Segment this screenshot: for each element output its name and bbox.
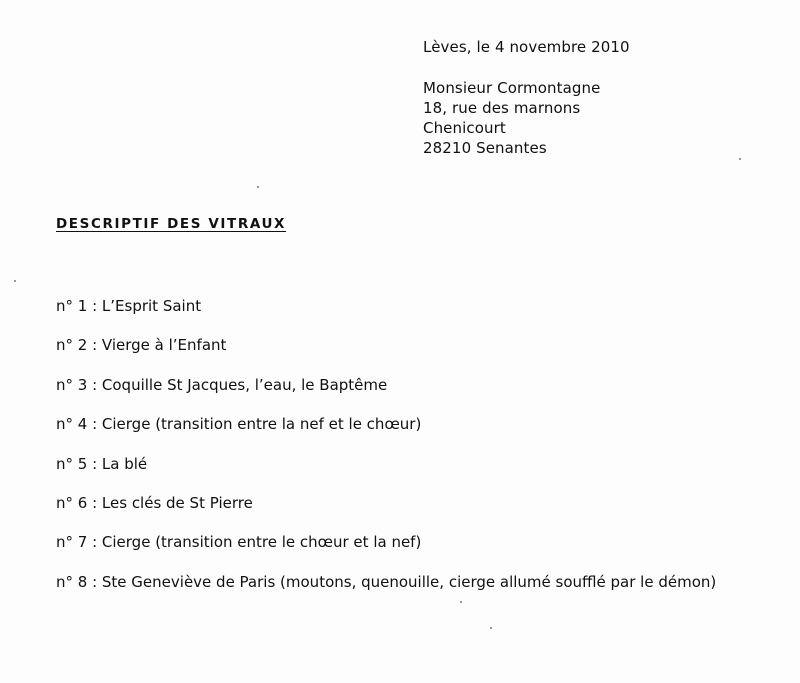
scan-speck bbox=[14, 280, 16, 282]
date-line: Lèves, le 4 novembre 2010 bbox=[423, 38, 630, 56]
list-item: n° 1 : L’Esprit Saint bbox=[56, 297, 202, 315]
list-item: n° 6 : Les clés de St Pierre bbox=[56, 493, 253, 512]
recipient-postal-city: 28210 Senantes bbox=[423, 139, 547, 157]
window-list bbox=[56, 296, 796, 611]
scan-speck bbox=[257, 186, 259, 188]
list-item: n° 2 : Vierge à l’Enfant bbox=[56, 336, 227, 355]
recipient-name: Monsieur Cormontagne bbox=[423, 79, 601, 97]
list-item: n° 5 : La blé bbox=[56, 454, 148, 473]
scan-speck bbox=[739, 158, 741, 160]
recipient-street: 18, rue des marnons bbox=[423, 99, 581, 117]
list-item: n° 8 : Ste Geneviève de Paris (moutons, quenouille, cierge allumé soufflé par le démon) bbox=[56, 572, 717, 591]
letter-header bbox=[423, 37, 783, 158]
document-title: DESCRIPTIF DES VITRAUX bbox=[56, 216, 287, 232]
list-item: n° 3 : Coquille St Jacques, l’eau, le Baptême bbox=[56, 375, 388, 394]
scan-speck bbox=[460, 601, 462, 603]
recipient-locality: Chenicourt bbox=[423, 119, 506, 137]
scan-speck bbox=[490, 627, 492, 629]
list-item: n° 4 : Cierge (transition entre la nef et le chœur) bbox=[56, 415, 422, 434]
list-item: n° 7 : Cierge (transition entre le chœur et la nef) bbox=[56, 533, 422, 552]
